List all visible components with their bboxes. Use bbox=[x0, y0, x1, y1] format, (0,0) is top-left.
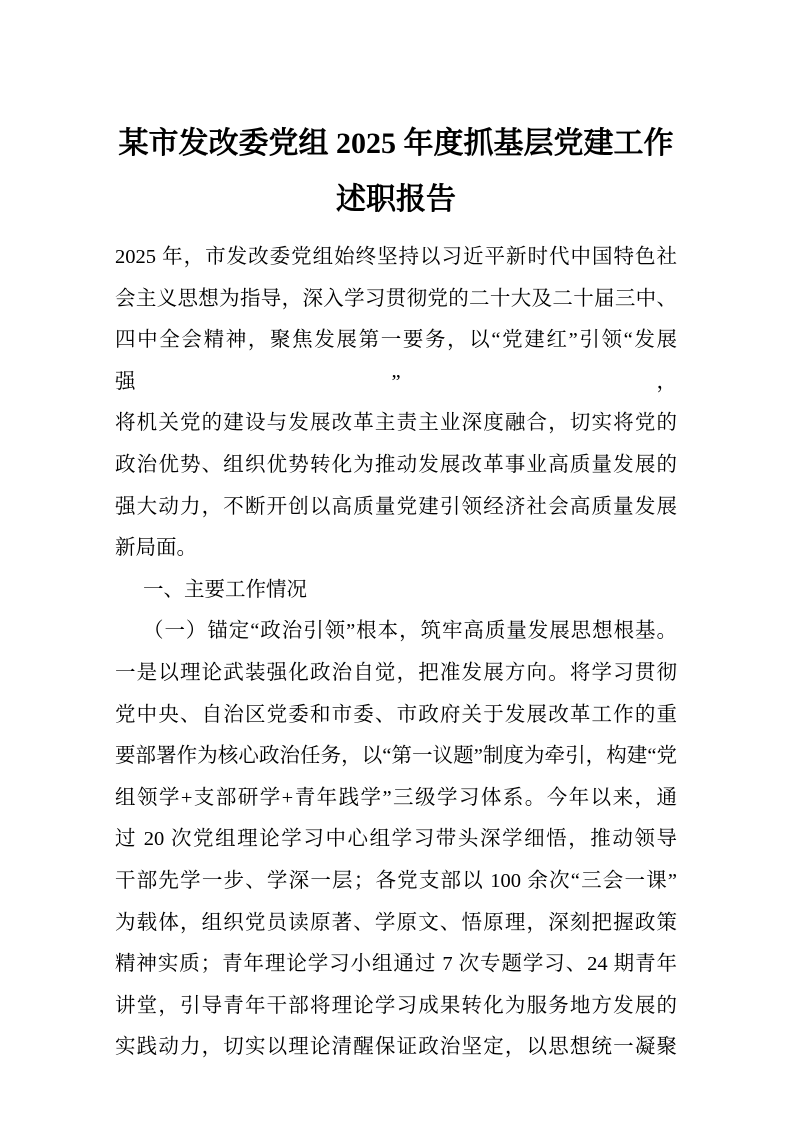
document-title bbox=[115, 116, 677, 228]
text-line: 干部先学一步、学深一层；各党支部以 100 余次“三会一课” bbox=[115, 869, 677, 892]
text-line: 四中全会精神，聚焦发展第一要务，以“党建红”引领“发展强”， bbox=[115, 329, 677, 393]
text-line: 政治优势、组织优势转化为推动发展改革事业高质量发展的 bbox=[115, 453, 677, 476]
text-line: 为载体，组织党员读原著、学原文、悟原理，深刻把握政策 bbox=[115, 911, 677, 934]
text-line: 会主义思想为指导，深入学习贯彻党的二十大及二十届三中、 bbox=[115, 287, 677, 310]
text-line: 一、主要工作情况 bbox=[143, 578, 307, 601]
title-line-1: 某市发改委党组 2025 年度抓基层党建工作 bbox=[118, 127, 674, 160]
text-line: 将机关党的建设与发展改革主责主业深度融合，切实将党的 bbox=[115, 412, 677, 435]
intro-paragraph bbox=[115, 237, 677, 570]
text-line: 过 20 次党组理论学习中心组学习带头深学细悟，推动领导 bbox=[115, 828, 677, 851]
section-heading-1 bbox=[115, 570, 677, 612]
text-line: 要部署作为核心政治任务，以“第一议题”制度为牵引，构建“党 bbox=[115, 745, 677, 768]
text-line: （一）锚定“政治引领”根本，筑牢高质量发展思想根基。 bbox=[143, 620, 677, 643]
text-line: 精神实质；青年理论学习小组通过 7 次专题学习、24 期青年 bbox=[115, 953, 677, 976]
text-line: 2025 年，市发改委党组始终坚持以习近平新时代中国特色社 bbox=[115, 246, 677, 268]
text-line: 一是以理论武装强化政治自觉，把准发展方向。将学习贯彻 bbox=[115, 661, 677, 684]
text-line: 组领学+支部研学+青年践学”三级学习体系。今年以来，通 bbox=[115, 786, 677, 809]
text-line: 新局面。 bbox=[115, 537, 197, 560]
text-line: 强大动力，不断开创以高质量党建引领经济社会高质量发展 bbox=[115, 495, 677, 518]
title-line-2: 述职报告 bbox=[336, 183, 456, 216]
text-line: 讲堂，引导青年干部将理论学习成果转化为服务地方发展的 bbox=[115, 994, 677, 1017]
text-line: 党中央、自治区党委和市委、市政府关于发展改革工作的重 bbox=[115, 703, 677, 726]
section-1-1-paragraph bbox=[115, 611, 677, 1069]
text-line: 实践动力，切实以理论清醒保证政治坚定，以思想统一凝聚 bbox=[115, 1036, 677, 1059]
document-body bbox=[115, 237, 677, 1069]
